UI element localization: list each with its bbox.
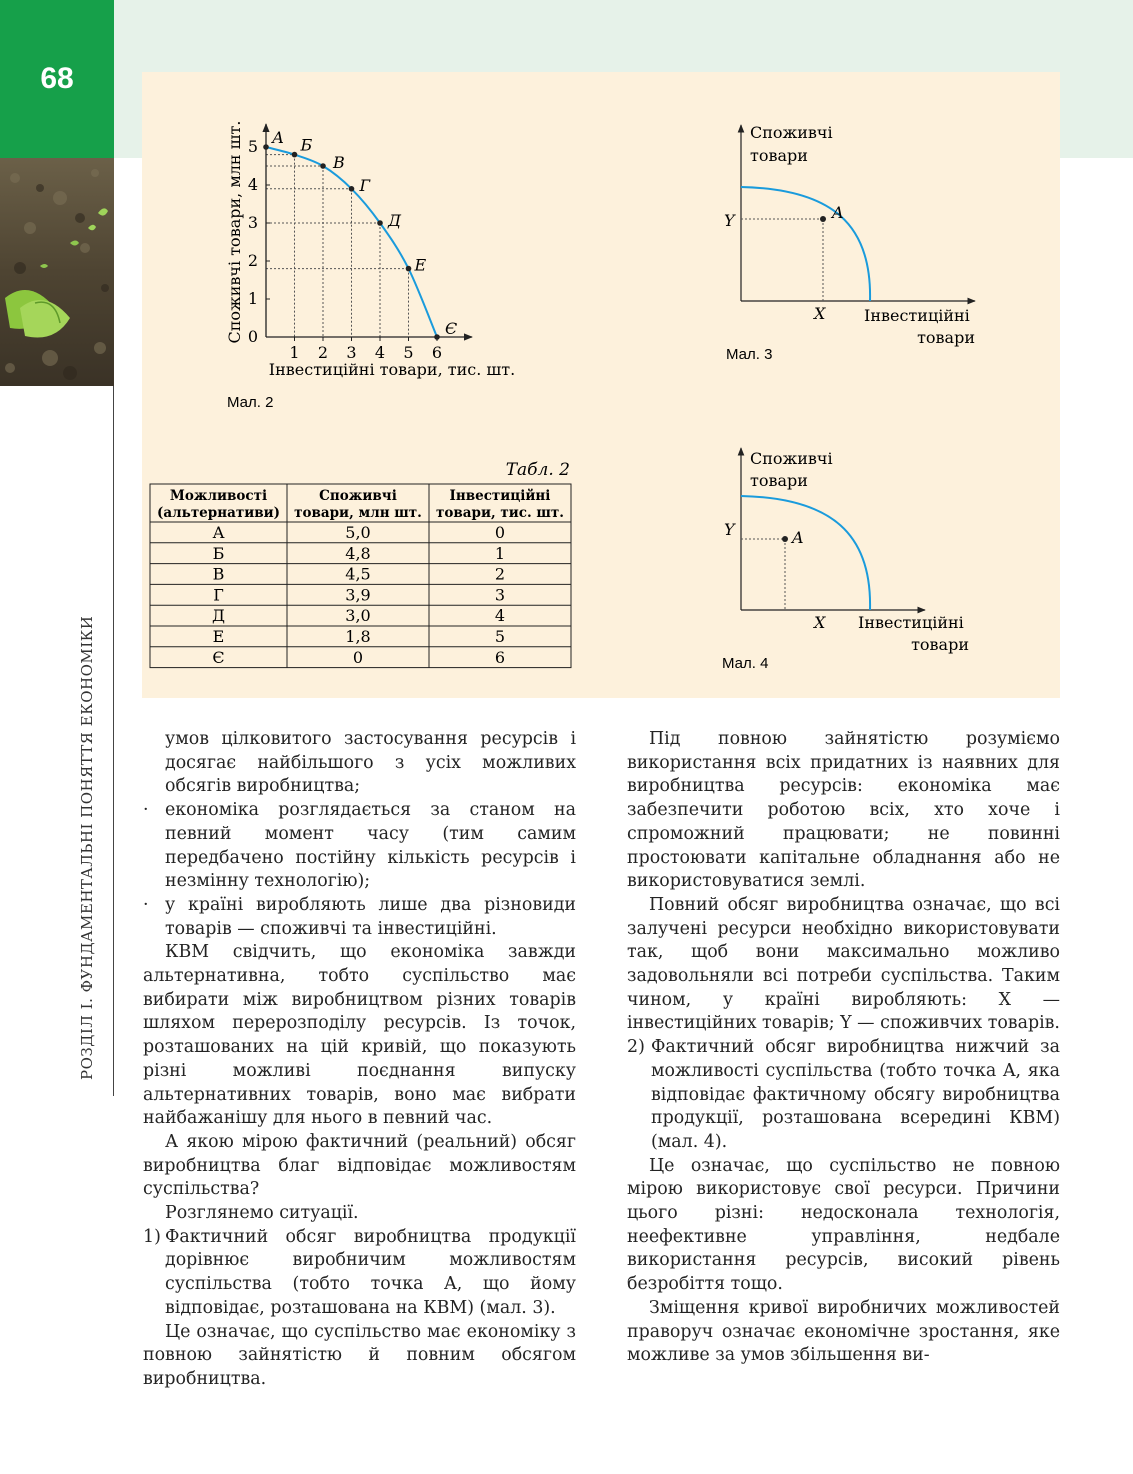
fig2-xtick-label: 5 [403, 343, 414, 362]
section-caption-text: РОЗДІЛ І. ФУНДАМЕНТАЛЬНІ ПОНЯТТЯ ЕКОНОМІКИ [78, 615, 96, 1080]
right-p4: Зміщення кривої виробничих можливостей праворуч означає економічне зростання, яке можливе за умов збільшення ви- [627, 1297, 1060, 1366]
fig2-ylabel: Споживчі товари, млн шт. [225, 120, 244, 344]
fig2-ytick-label: 3 [247, 213, 258, 232]
table-cell: В [212, 564, 225, 584]
fig2-chart [225, 121, 515, 412]
table-cell: Є [212, 647, 225, 667]
table-cell: 1 [494, 543, 506, 563]
left-item-1 [143, 1226, 576, 1321]
bullet-mark: · [143, 894, 149, 915]
fig3-caption: Мал. 3 [726, 346, 773, 363]
fig3-x-mark: X [814, 304, 826, 323]
table-cell: 2 [494, 564, 506, 584]
fig2-xtick-label: 2 [317, 343, 329, 362]
left-bullet-2-text: у країні виробляють лише два різновиди товарів — споживчі та інвестиційні. [165, 894, 576, 939]
item-number: 2) [627, 1037, 645, 1058]
soil-sprout-photo [0, 158, 114, 386]
left-bullet-1-text: економіка розглядається за станом на певний момент часу (тим самим передбачено постійну кількість ресурсів і незмінну технологію); [165, 800, 576, 892]
table-header: Можливості [169, 488, 268, 504]
fig4-xlabel-2: товари [911, 635, 969, 654]
fig3-point-a [820, 216, 826, 222]
table-header: (альтернативи) [157, 505, 280, 521]
table-cell: А [212, 523, 225, 542]
table-cell: Б [212, 543, 225, 563]
fig3-chart [724, 123, 975, 363]
left-p4: Розглянемо ситуації. [165, 1203, 359, 1224]
fig3-ppf-curve [741, 187, 870, 301]
fig4-point-a [782, 536, 788, 542]
right-p1: Під повною зайнятістю розуміємо використання всіх придатних із наявних для виробництва ресурсів: економіка має забезпечити роботою всіх, хто хоче і спроможний працювати; не повинні простоювати капітальне обладнання або не використовуватися землі. [627, 729, 1060, 892]
fig3-xlabel-2: товари [917, 328, 975, 347]
fig3-y-mark: Y [724, 211, 735, 230]
fig3-point-label: A [832, 203, 844, 222]
fig2-point-label: Г [359, 175, 371, 195]
table-title: Табл. 2 [505, 460, 570, 480]
right-p3: Це означає, що суспільство не повною мірою використовує свої ресурси. Причини цього різні: недосконала технологія, неефективне управління, недбале використання ресурсів, високий рівень безробіття тощо. [627, 1155, 1060, 1295]
figures-svg [142, 72, 1060, 698]
fig4-x-mark: X [814, 613, 826, 632]
table-cell: Д [211, 606, 226, 626]
fig4-ylabel-2: товари [750, 471, 808, 490]
left-item-1-text: Фактичний обсяг виробництва продукції дорівнює виробничим можливостям суспільства (тобто точка A, що йому відповідає, розташована на КВМ) (мал. 3). [165, 1226, 576, 1318]
fig2-point-label: Б [300, 135, 313, 155]
fig2-point [292, 152, 298, 158]
fig4-xlabel-1: Інвестиційні [858, 613, 964, 632]
fig2-xtick-label: 4 [374, 343, 386, 362]
fig4-y-mark: Y [724, 520, 735, 539]
fig2-point-label: Д [388, 211, 402, 230]
left-p3: А якою мірою фактичний (реальний) обсяг виробництва благ відповідає можливостям суспільства? [143, 1131, 576, 1200]
table-cell: 1,8 [345, 627, 371, 646]
side-rule [113, 386, 114, 1096]
fig3-ylabel-2: товари [750, 146, 808, 165]
table-cell: 6 [494, 647, 506, 667]
table-header: товари, млн шт. [294, 505, 422, 521]
fig2-xtick-label: 1 [289, 343, 300, 362]
table-cell: 0 [352, 647, 364, 667]
right-item-2-text: Фактичний обсяг виробництва нижчий за можливості суспільства (тобто точка A, яка відповідає фактичному обсягу виробництва продукції, розташована всередині КВМ) (мал. 4). [651, 1037, 1060, 1152]
table-header: Споживчі [319, 488, 397, 504]
table-cell: 3,9 [345, 585, 371, 605]
fig4-point-label: A [792, 528, 804, 547]
table-cell: 5 [494, 627, 506, 646]
table-cell: 3,0 [345, 606, 371, 626]
fig2-point-label: А [272, 128, 285, 147]
left-p1: умов цілковитого застосування ресурсів і досягає найбільшого з усіх можливих обсягів виробництва; [165, 729, 576, 797]
right-column [627, 728, 1060, 1368]
right-p2: Повний обсяг виробництва означає, що всі залучені ресурси необхідно використовувати так, щоб вони максимально можливо задовольняли всі потреби суспільства. Таким чином, у країні виробляють: X — інвестиційних товарів; Y — споживчих товарів. [627, 894, 1060, 1034]
table-cell: 4 [494, 606, 506, 626]
left-p2: КВМ свідчить, що економіка завжди альтернативна, тобто суспільство має вибирати між виробництвом різних товарів шляхом перерозподілу ресурсів. Із точок, розташованих на цій кривій, що показують різні можливі поєднання випуску альтернативних товарів, воно має вибрати найбажанішу для нього в певний час. [143, 942, 576, 1129]
fig2-xtick-label: 3 [346, 343, 357, 362]
figures-panel [142, 72, 1060, 698]
table-cell: 4,8 [345, 543, 371, 563]
fig2-point-label: В [333, 153, 345, 172]
fig2-ytick-label: 4 [247, 175, 258, 194]
fig2-caption: Мал. 2 [227, 394, 274, 411]
left-column [143, 728, 576, 1392]
fig2-ytick-label: 2 [247, 251, 258, 270]
left-p5: Це означає, що суспільство має економіку з повною зайнятістю й повним обсягом виробництва. [143, 1321, 576, 1389]
fig2-ytick-label: 0 [247, 327, 258, 346]
item-number: 1) [143, 1226, 161, 1247]
fig4-ylabel-1: Споживчі [750, 449, 833, 468]
fig3-ylabel-1: Споживчі [750, 123, 833, 142]
fig4-caption: Мал. 4 [722, 655, 769, 672]
page-number: 68 [40, 62, 74, 95]
fig2-ytick-label: 1 [247, 289, 258, 308]
fig2-point [320, 163, 326, 169]
bullet-mark: · [143, 800, 149, 821]
table-header: Інвестиційні [449, 488, 551, 504]
right-item-2 [627, 1036, 1060, 1155]
page-number-box [0, 0, 114, 158]
left-bullet-2 [143, 894, 576, 941]
table-cell: Г [213, 585, 224, 605]
left-bullet-1 [143, 799, 576, 894]
fig4-ppf-curve [741, 496, 870, 610]
fig2-point [377, 220, 383, 226]
fig2-point [263, 144, 269, 150]
table-cell: Е [212, 627, 225, 646]
table-cell: 4,5 [345, 564, 371, 584]
table-cell: 3 [494, 585, 506, 605]
table-header: товари, тис. шт. [436, 505, 564, 521]
table-cell: 5,0 [345, 523, 371, 542]
table-2 [150, 460, 571, 668]
fig2-point [434, 334, 440, 340]
fig2-xlabel: Інвестиційні товари, тис. шт. [268, 360, 516, 379]
fig2-point [349, 186, 355, 192]
fig2-point [406, 266, 412, 272]
fig2-xtick-label: 6 [431, 343, 443, 362]
fig3-xlabel-1: Інвестиційні [864, 306, 970, 325]
fig4-chart [722, 448, 969, 672]
fig2-ytick-label: 5 [247, 137, 258, 156]
fig2-point-label: Є [445, 319, 458, 338]
fig2-point-label: Е [414, 255, 427, 275]
table-cell: 0 [494, 523, 506, 542]
